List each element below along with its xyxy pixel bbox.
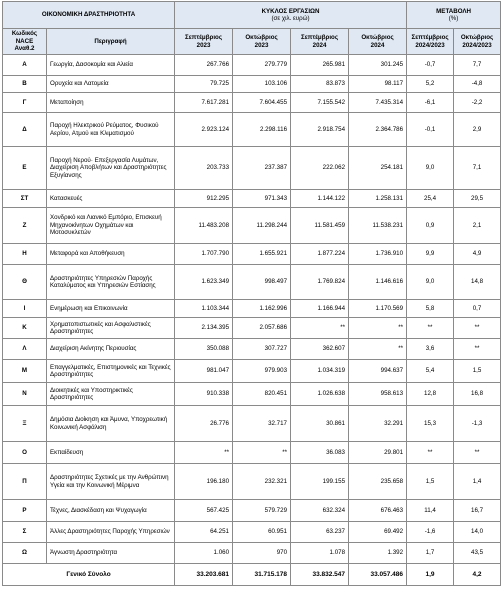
row-turnover-value: 64.251	[175, 522, 233, 543]
row-change-value: -0,7	[407, 55, 454, 76]
header-period-month: Οκτώβριος	[245, 34, 278, 42]
row-code: Λ	[3, 339, 47, 360]
row-change-value: 43,5	[454, 543, 501, 564]
header-code	[3, 29, 47, 55]
table-row	[3, 318, 501, 339]
row-turnover-value: 958.613	[349, 383, 407, 406]
row-change-value: **	[454, 339, 501, 360]
row-turnover-value: **	[349, 318, 407, 339]
row-turnover-value: 199.155	[291, 464, 349, 500]
row-change-value: -2,2	[454, 93, 501, 113]
table-row	[3, 500, 501, 522]
row-turnover-value: 237.387	[233, 147, 291, 190]
row-code: Θ	[3, 265, 47, 300]
row-description: Χονδρικό και Λιανικό Εμπόριο, Επισκευή Μηχανοκίνητων Οχημάτων και Μοτοσυκλετών	[47, 208, 175, 244]
row-turnover-value: 7.617.281	[175, 93, 233, 113]
table-row	[3, 55, 501, 76]
header-period-sep-2023	[175, 29, 233, 55]
row-turnover-value: 222.062	[291, 147, 349, 190]
row-description: Ορυχεία και Λατομεία	[47, 76, 175, 93]
row-turnover-value: 7.604.455	[233, 93, 291, 113]
table-body	[3, 55, 501, 586]
row-code: Ρ	[3, 500, 47, 522]
row-description: Τέχνες, Διασκέδαση και Ψυχαγωγία	[47, 500, 175, 522]
row-turnover-value: 1.146.616	[349, 265, 407, 300]
row-turnover-value: 11.298.244	[233, 208, 291, 244]
header-period-year: 2024	[312, 41, 327, 49]
row-turnover-value: 307.727	[233, 339, 291, 360]
row-code: Ζ	[3, 208, 47, 244]
header-period-year: 2024/2023	[415, 41, 445, 49]
row-turnover-value: 567.425	[175, 500, 233, 522]
header-period-month: Σεπτέμβριος	[184, 34, 223, 42]
row-turnover-value: 1.392	[349, 543, 407, 564]
header-period-month: Σεπτέμβριος	[411, 34, 449, 42]
row-change-value: **	[454, 318, 501, 339]
row-turnover-value: 1.655.921	[233, 244, 291, 265]
row-code: Ι	[3, 300, 47, 318]
row-turnover-value: 1.170.569	[349, 300, 407, 318]
row-change-value: 2,9	[454, 113, 501, 147]
row-turnover-value: 1.026.638	[291, 383, 349, 406]
row-change-value: 11,4	[407, 500, 454, 522]
total-turnover-value: 33.057.486	[349, 564, 407, 586]
row-turnover-value: 910.338	[175, 383, 233, 406]
row-description: Διοικητικές και Υποστηρικτικές Δραστηριότητες	[47, 383, 175, 406]
row-change-value: 0,7	[454, 300, 501, 318]
header-period-oct-2024	[349, 29, 407, 55]
row-turnover-value: 632.324	[291, 500, 349, 522]
header-period-year: 2024	[370, 41, 385, 49]
row-change-value: 12,8	[407, 383, 454, 406]
row-turnover-value: 36.083	[291, 442, 349, 464]
turnover-table	[2, 1, 501, 586]
row-code: Α	[3, 55, 47, 76]
row-code: Ν	[3, 383, 47, 406]
row-turnover-value: 1.078	[291, 543, 349, 564]
row-change-value: **	[407, 442, 454, 464]
row-turnover-value: 1.623.349	[175, 265, 233, 300]
row-turnover-value: 1.707.790	[175, 244, 233, 265]
row-change-value: 0,9	[407, 208, 454, 244]
row-turnover-value: 1.166.944	[291, 300, 349, 318]
header-change-title: ΜΕΤΑΒΟΛΗ	[436, 7, 471, 15]
row-turnover-value: **	[349, 339, 407, 360]
row-turnover-value: 235.658	[349, 464, 407, 500]
row-change-value: 3,6	[407, 339, 454, 360]
row-change-value: 7,1	[454, 147, 501, 190]
row-code: Γ	[3, 93, 47, 113]
row-change-value: 5,8	[407, 300, 454, 318]
table-row	[3, 244, 501, 265]
row-turnover-value: 1.144.122	[291, 190, 349, 208]
row-change-value: 9,0	[407, 147, 454, 190]
row-code: Ε	[3, 147, 47, 190]
row-turnover-value: 579.729	[233, 500, 291, 522]
row-description: Παροχή Νερού· Επεξεργασία Λυμάτων, Διαχείριση Αποβλήτων και Δραστηριότητες Εξυγίανσης	[47, 147, 175, 190]
row-turnover-value: 267.766	[175, 55, 233, 76]
row-turnover-value: **	[291, 318, 349, 339]
table-row	[3, 208, 501, 244]
header-change-oct	[454, 29, 501, 55]
table-header	[3, 2, 501, 55]
table-row	[3, 522, 501, 543]
row-turnover-value: 32.717	[233, 406, 291, 442]
header-change-unit: (%)	[448, 15, 459, 22]
table-row	[3, 76, 501, 93]
row-turnover-value: 103.106	[233, 76, 291, 93]
header-period-year: 2024/2023	[462, 41, 492, 49]
row-change-value: 15,3	[407, 406, 454, 442]
total-change-value: 1,9	[407, 564, 454, 586]
row-turnover-value: 971.343	[233, 190, 291, 208]
row-turnover-value: 998.497	[233, 265, 291, 300]
row-description: Μεταποίηση	[47, 93, 175, 113]
row-change-value: -0,1	[407, 113, 454, 147]
row-change-value: 4,9	[454, 244, 501, 265]
header-activity: ΟΙΚΟΝΟΜΙΚΗ ΔΡΑΣΤΗΡΙΟΤΗΤΑ	[3, 2, 175, 29]
row-turnover-value: 98.117	[349, 76, 407, 93]
row-description: Γεωργία, Δασοκομία και Αλιεία	[47, 55, 175, 76]
row-turnover-value: 820.451	[233, 383, 291, 406]
row-turnover-value: 279.779	[233, 55, 291, 76]
row-description: Επαγγελματικές, Επιστημονικές και Τεχνικές Δραστηριότητες	[47, 360, 175, 383]
row-turnover-value: 265.981	[291, 55, 349, 76]
row-change-value: 16,8	[454, 383, 501, 406]
row-description: Μεταφορά και Αποθήκευση	[47, 244, 175, 265]
row-turnover-value: 196.180	[175, 464, 233, 500]
row-description: Παροχή Ηλεκτρικού Ρεύματος, Φυσικού Αερίου, Ατμού και Κλιματισμού	[47, 113, 175, 147]
row-turnover-value: 63.237	[291, 522, 349, 543]
row-description: Εκπαίδευση	[47, 442, 175, 464]
header-code-line-2: NACE	[15, 37, 34, 45]
row-change-value: -4,8	[454, 76, 501, 93]
header-code-line-1: Κωδικός	[11, 30, 38, 38]
row-turnover-value: 2.134.395	[175, 318, 233, 339]
row-turnover-value: 301.245	[349, 55, 407, 76]
row-change-value: 14,0	[454, 522, 501, 543]
header-description: Περιγραφή	[47, 29, 175, 55]
row-description: Άγνωστη Δραστηριότητα	[47, 543, 175, 564]
row-turnover-value: 912.295	[175, 190, 233, 208]
row-turnover-value: **	[233, 442, 291, 464]
row-turnover-value: 232.321	[233, 464, 291, 500]
row-turnover-value: 1.258.131	[349, 190, 407, 208]
row-turnover-value: 1.769.824	[291, 265, 349, 300]
row-code: ΣΤ	[3, 190, 47, 208]
row-turnover-value: 26.776	[175, 406, 233, 442]
table-row	[3, 543, 501, 564]
row-turnover-value: 362.607	[291, 339, 349, 360]
total-turnover-value: 33.203.681	[175, 564, 233, 586]
header-period-year: 2023	[196, 41, 211, 49]
row-turnover-value: 69.492	[349, 522, 407, 543]
row-code: Κ	[3, 318, 47, 339]
table-row	[3, 339, 501, 360]
row-change-value: -6,1	[407, 93, 454, 113]
total-turnover-value: 31.715.178	[233, 564, 291, 586]
row-turnover-value: 2.918.754	[291, 113, 349, 147]
row-change-value: 2,1	[454, 208, 501, 244]
row-turnover-value: 2.364.786	[349, 113, 407, 147]
row-change-value: 1,5	[407, 464, 454, 500]
table-row	[3, 360, 501, 383]
row-turnover-value: 254.181	[349, 147, 407, 190]
table-row	[3, 265, 501, 300]
table-row	[3, 383, 501, 406]
row-turnover-value: 350.088	[175, 339, 233, 360]
row-change-value: 1,7	[407, 543, 454, 564]
table-row	[3, 442, 501, 464]
row-turnover-value: 32.291	[349, 406, 407, 442]
row-description: Κατασκευές	[47, 190, 175, 208]
row-description: Δημόσια Διοίκηση και Άμυνα, Υποχρεωτική Κοινωνική Ασφάλιση	[47, 406, 175, 442]
row-change-value: **	[454, 442, 501, 464]
row-change-value: 16,7	[454, 500, 501, 522]
row-turnover-value: 29.801	[349, 442, 407, 464]
table-row	[3, 190, 501, 208]
row-change-value: 1,5	[454, 360, 501, 383]
row-turnover-value: 11.538.231	[349, 208, 407, 244]
table-row	[3, 406, 501, 442]
header-change-sep	[407, 29, 454, 55]
row-description: Δραστηριότητες Σχετικές με την Ανθρώπινη Υγεία και την Κοινωνική Μέριμνα	[47, 464, 175, 500]
row-turnover-value: 994.637	[349, 360, 407, 383]
row-change-value: 5,2	[407, 76, 454, 93]
row-turnover-value: 1.103.344	[175, 300, 233, 318]
row-description: Άλλες Δραστηριότητες Παροχής Υπηρεσιών	[47, 522, 175, 543]
row-turnover-value: 1.034.319	[291, 360, 349, 383]
row-change-value: 9,9	[407, 244, 454, 265]
row-code: Π	[3, 464, 47, 500]
row-turnover-value: 11.483.208	[175, 208, 233, 244]
row-turnover-value: **	[175, 442, 233, 464]
row-description: Χρηματοπιστωτικές και Ασφαλιστικές Δραστηριότητες	[47, 318, 175, 339]
header-turnover-unit: (σε χιλ. ευρώ)	[271, 15, 310, 22]
row-change-value: **	[407, 318, 454, 339]
header-turnover	[175, 2, 407, 29]
row-code: Δ	[3, 113, 47, 147]
row-turnover-value: 60.951	[233, 522, 291, 543]
total-turnover-value: 33.832.547	[291, 564, 349, 586]
header-period-year: 2023	[254, 41, 269, 49]
total-row	[3, 564, 501, 586]
row-code: Ξ	[3, 406, 47, 442]
row-code: Μ	[3, 360, 47, 383]
header-period-month: Οκτώβριος	[361, 34, 394, 42]
header-period-month: Οκτώβριος	[460, 34, 494, 42]
row-change-value: -1,3	[454, 406, 501, 442]
row-code: Ο	[3, 442, 47, 464]
row-turnover-value: 11.581.459	[291, 208, 349, 244]
total-label: Γενικό Σύνολο	[3, 564, 175, 586]
row-change-value: 9,0	[407, 265, 454, 300]
row-turnover-value: 1.736.910	[349, 244, 407, 265]
row-change-value: 1,4	[454, 464, 501, 500]
table-row	[3, 464, 501, 500]
row-description: Ενημέρωση και Επικοινωνία	[47, 300, 175, 318]
row-description: Διαχείριση Ακίνητης Περιουσίας	[47, 339, 175, 360]
row-turnover-value: 981.047	[175, 360, 233, 383]
row-change-value: 7,7	[454, 55, 501, 76]
row-code: Σ	[3, 522, 47, 543]
row-turnover-value: 1.162.996	[233, 300, 291, 318]
header-period-oct-2023	[233, 29, 291, 55]
row-turnover-value: 676.463	[349, 500, 407, 522]
row-turnover-value: 1.877.224	[291, 244, 349, 265]
header-change	[407, 2, 501, 29]
row-change-value: 25,4	[407, 190, 454, 208]
row-turnover-value: 7.155.542	[291, 93, 349, 113]
header-period-month: Σεπτέμβριος	[300, 34, 339, 42]
table-row	[3, 147, 501, 190]
row-code: Β	[3, 76, 47, 93]
row-change-value: 29,5	[454, 190, 501, 208]
row-turnover-value: 7.435.314	[349, 93, 407, 113]
table-row	[3, 113, 501, 147]
row-turnover-value: 2.057.686	[233, 318, 291, 339]
table-row	[3, 300, 501, 318]
total-change-value: 4,2	[454, 564, 501, 586]
row-turnover-value: 2.923.124	[175, 113, 233, 147]
row-turnover-value: 970	[233, 543, 291, 564]
row-description: Δραστηριότητες Υπηρεσιών Παροχής Καταλύματος και Υπηρεσιών Εστίασης	[47, 265, 175, 300]
row-change-value: 14,8	[454, 265, 501, 300]
row-code: Η	[3, 244, 47, 265]
table-row	[3, 93, 501, 113]
row-turnover-value: 79.725	[175, 76, 233, 93]
row-turnover-value: 203.733	[175, 147, 233, 190]
row-change-value: -1,6	[407, 522, 454, 543]
row-code: Ω	[3, 543, 47, 564]
header-turnover-title: ΚΥΚΛΟΣ ΕΡΓΑΣΙΩΝ	[261, 7, 320, 15]
row-turnover-value: 1.060	[175, 543, 233, 564]
row-turnover-value: 83.873	[291, 76, 349, 93]
header-code-line-3: Αναθ.2	[14, 45, 35, 53]
row-turnover-value: 2.298.116	[233, 113, 291, 147]
row-turnover-value: 979.903	[233, 360, 291, 383]
header-period-sep-2024	[291, 29, 349, 55]
row-change-value: 5,4	[407, 360, 454, 383]
row-turnover-value: 30.861	[291, 406, 349, 442]
